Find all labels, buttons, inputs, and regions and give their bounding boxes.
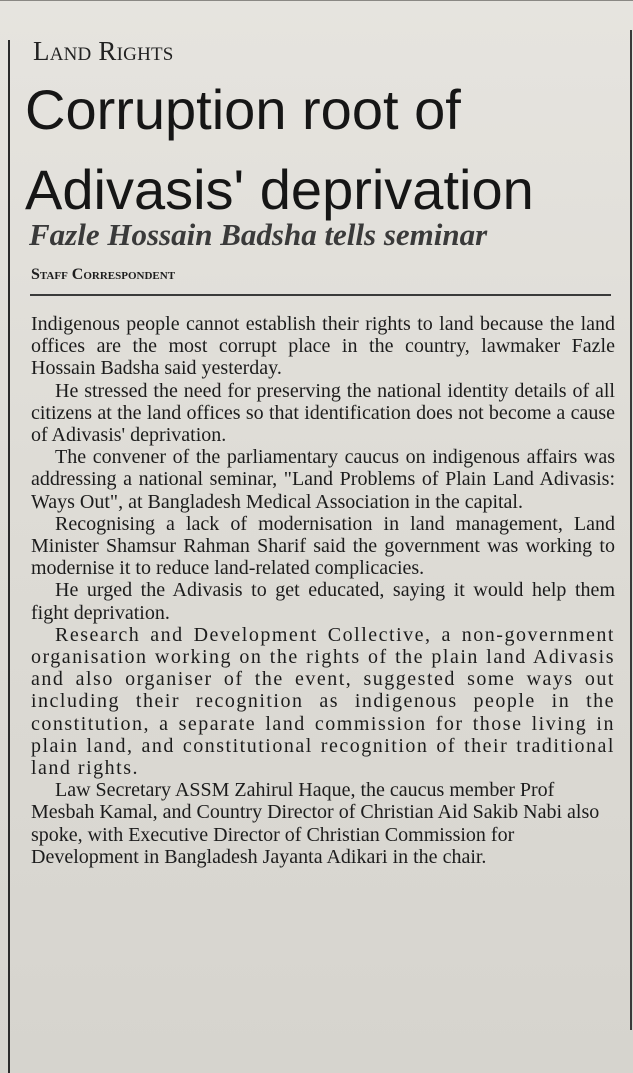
paragraph-3: The convener of the parliamentary caucus on indigenous affairs was addressing a national seminar, "Land Problems of Plain Land Adivasis: Ways Out", at Bangladesh Medical Association in the capital. <box>31 446 615 513</box>
headline-line-1: Corruption root of <box>25 78 461 141</box>
right-column-rule <box>630 30 632 1030</box>
paragraph-1: Indigenous people cannot establish their rights to land because the land offices are the most corrupt place in the country, lawmaker Fazle Hossain Badsha said yesterday. <box>31 313 615 380</box>
byline-divider <box>30 294 611 296</box>
paragraph-6: Research and Development Collective, a non-government organisation working on the rights of the plain land Adivasis and also organiser of the event, suggested some ways out including their recognition as indigenous people in the constitution, a separate land commission for those living in plain land, and constitutional recognition of their traditional land rights. <box>31 623 615 780</box>
subheadline: Fazle Hossain Badsha tells seminar <box>29 217 488 252</box>
paragraph-7: Law Secretary ASSM Zahirul Haque, the caucus member Prof Mesbah Kamal, and Country Director of Christian Aid Sakib Nabi also spoke, with Executive Director of Christian Commission for Development in Bangladesh Jayanta Adikari in the chair. <box>31 779 600 868</box>
headline-line-2: Adivasis' deprivation <box>25 158 534 221</box>
section-kicker: Land Rights <box>33 36 174 66</box>
paragraph-5: He urged the Adivasis to get educated, saying it would help them fight deprivation. <box>31 579 615 624</box>
article-body <box>31 313 615 868</box>
top-border-rule <box>0 0 633 1</box>
paragraph-4: Recognising a lack of modernisation in land management, Land Minister Shamsur Rahman Sharif said the government was working to modernise it to reduce land-related complicacies. <box>31 512 615 580</box>
headline <box>25 70 625 230</box>
left-column-rule <box>8 40 10 1073</box>
paragraph-2: He stressed the need for preserving the national identity details of all citizens at the land offices so that identification does not become a cause of Adivasis' deprivation. <box>31 379 615 447</box>
byline: Staff Correspondent <box>31 266 176 283</box>
